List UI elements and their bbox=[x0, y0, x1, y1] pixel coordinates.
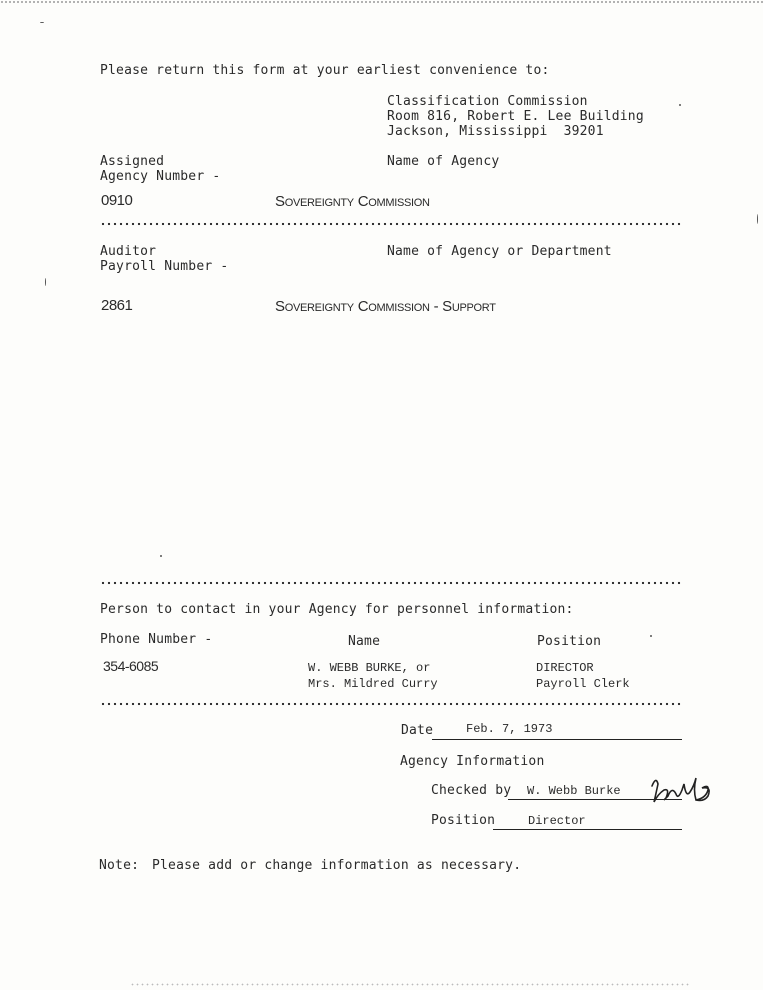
department-name-label: Name of Agency or Department bbox=[387, 244, 612, 259]
note-text: Please add or change information as necessary. bbox=[152, 858, 522, 873]
signature-text: Wwb bbox=[646, 772, 649, 773]
contact-position-label: Position bbox=[537, 634, 602, 649]
agency-name-label: Name of Agency bbox=[387, 154, 500, 169]
dotted-divider bbox=[100, 222, 682, 226]
scan-speck bbox=[650, 635, 652, 637]
position-underline bbox=[493, 829, 682, 830]
note-label: Note: bbox=[99, 858, 140, 873]
contact-name-1: W. WEBB BURKE, or bbox=[308, 661, 431, 675]
payroll-number-value: 2861 bbox=[101, 297, 133, 314]
scan-speck bbox=[757, 214, 758, 224]
dotted-divider bbox=[100, 702, 682, 706]
signature-mark bbox=[646, 772, 718, 808]
dotted-divider bbox=[100, 581, 682, 585]
checked-by-label: Checked by bbox=[431, 783, 512, 798]
scan-speck bbox=[40, 22, 44, 23]
position-label: Position bbox=[431, 813, 496, 828]
contact-name-2: Mrs. Mildred Curry bbox=[308, 677, 438, 691]
position-value: Director bbox=[528, 814, 586, 828]
page-top-edge bbox=[0, 0, 763, 4]
contact-position-2: Payroll Clerk bbox=[536, 677, 630, 691]
address-line-3: Jackson, Mississippi 39201 bbox=[387, 124, 604, 139]
address-line-2: Room 816, Robert E. Lee Building bbox=[387, 109, 644, 124]
date-label: Date bbox=[401, 723, 434, 738]
contact-position-1: DIRECTOR bbox=[536, 661, 594, 675]
date-value: Feb. 7, 1973 bbox=[466, 722, 553, 736]
contact-heading: Person to contact in your Agency for personnel information: bbox=[100, 602, 574, 617]
return-instruction: Please return this form at your earliest convenience to: bbox=[100, 63, 550, 78]
agency-number-label: Agency Number - bbox=[100, 169, 221, 184]
scan-speck bbox=[45, 278, 46, 286]
payroll-number-label: Payroll Number - bbox=[100, 259, 229, 274]
address-line-1: Classification Commission bbox=[387, 94, 588, 109]
agency-number-value: 0910 bbox=[101, 192, 133, 209]
assigned-label: Assigned bbox=[100, 154, 165, 169]
agency-name-value: Sovereignty Commission bbox=[275, 193, 430, 210]
page-bottom-edge bbox=[130, 983, 690, 986]
auditor-label: Auditor bbox=[100, 244, 157, 259]
checked-by-value: W. Webb Burke bbox=[527, 784, 621, 798]
phone-number-value: 354-6085 bbox=[103, 658, 159, 674]
scan-speck bbox=[679, 104, 681, 106]
agency-information-label: Agency Information bbox=[400, 754, 545, 769]
scan-speck bbox=[160, 555, 162, 557]
contact-name-label: Name bbox=[348, 634, 381, 649]
date-underline bbox=[432, 739, 682, 740]
department-name-value: Sovereignty Commission - Support bbox=[275, 298, 496, 315]
phone-number-label: Phone Number - bbox=[100, 632, 213, 647]
